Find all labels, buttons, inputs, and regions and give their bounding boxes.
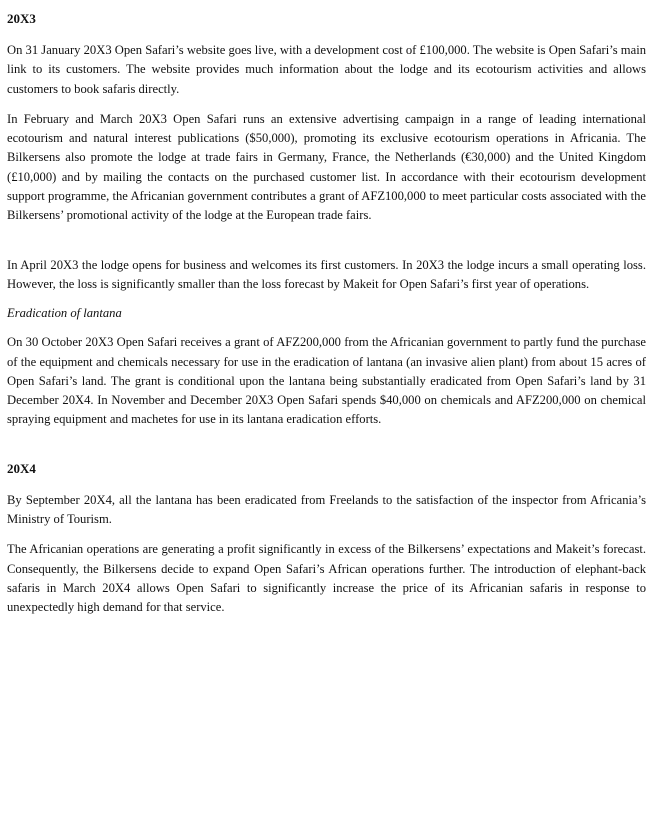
paragraph-advertising: In February and March 20X3 Open Safari runs an extensive advertising campaign in a range of leading international ecotourism and natural interest publications ($50,000), promoting its exclusive ecotourism operations in Africania. The Bilkersens also promote the lodge at trade fairs in Germany, France, the Netherlands (€30,000) and the United Kingdom (£10,000) and by mailing the contacts on the purchased customer list. In accordance with their ecotourism development support programme, the Africanian government contributes a grant of AFZ100,000 to meet particular costs associated with the Bilkersens’ promotional activity of the lodge at the European trade fairs. (7, 111, 646, 223)
section-heading-20x3: 20X3 (7, 11, 36, 26)
section-heading-20x4: 20X4 (7, 460, 36, 476)
paragraph-operations-profit: The Africanian operations are generating a profit significantly in excess of the Bilkersens’ expectations and Makeit’s forecast. Consequently, the Bilkersens decide to expand Open Safari’s African operations further. The introduction of elephant-back safaris in March 20X4 allows Open Safari to significantly increase the price of its Africanian safaris in response to unexpectedly high demand for that service. (7, 542, 646, 615)
subheading-lantana: Eradication of lantana (7, 306, 122, 321)
paragraph-website: On 31 January 20X3 Open Safari’s website goes live, with a development cost of £100,000. The website is Open Safari’s main link to its customers. The website provides much information about the lodge and its ecotourism activities and allows customers to book safaris directly. (7, 43, 646, 96)
paragraph-lantana-grant: On 30 October 20X3 Open Safari receives a grant of AFZ200,000 from the Africanian government to partly fund the purchase of the equipment and chemicals necessary for use in the eradication of lantana (an invasive alien plant) from about 15 acres of Open Safari’s land. The grant is conditional upon the lantana being substantially eradicated from Open Safari’s land by 31 December 20X4. In November and December 20X3 Open Safari spends $40,000 on chemicals and AFZ200,000 on chemical spraying equipment and machetes for use in its lantana eradication efforts. (7, 335, 646, 427)
paragraph-lodge-opens: In April 20X3 the lodge opens for business and welcomes its first customers. In 20X3 the lodge incurs a small operating loss. However, the loss is significantly smaller than the loss forecast by Makeit for Open Safari’s first year of operations. (7, 257, 646, 291)
paragraph-lantana-eradicated: By September 20X4, all the lantana has been eradicated from Freelands to the satisfaction of the inspector from Africania’s Ministry of Tourism. (7, 492, 646, 527)
